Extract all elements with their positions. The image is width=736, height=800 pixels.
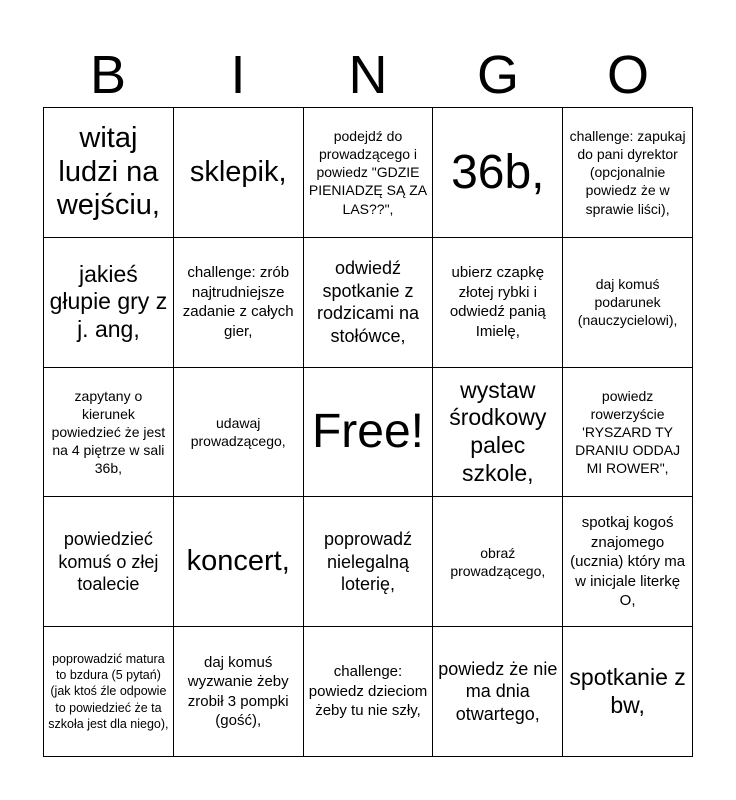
cell-text: 36b, <box>451 145 545 199</box>
bingo-cell[interactable] <box>174 368 304 498</box>
cell-text: obraź prowadzącego, <box>450 544 546 579</box>
bingo-cell[interactable] <box>563 368 693 498</box>
bingo-cell[interactable] <box>174 627 304 757</box>
bingo-cell[interactable] <box>563 238 693 368</box>
bingo-cell[interactable] <box>433 497 563 627</box>
cell-text: powiedz rowerzyście 'RYSZARD TY DRANIU ODDAJ MI ROWER", <box>575 387 681 477</box>
cell-text: poprowadź nielegalną loterię, <box>323 529 413 595</box>
cell-text: ubierz czapkę złotej rybki i odwiedź panią Imielę, <box>449 264 546 340</box>
bingo-cell[interactable] <box>44 497 174 627</box>
cell-text: udawaj prowadzącego, <box>190 414 286 449</box>
bingo-cell[interactable] <box>174 108 304 238</box>
bingo-cell[interactable] <box>433 238 563 368</box>
header-letter-g: G <box>476 45 519 105</box>
bingo-cell[interactable] <box>563 627 693 757</box>
bingo-card <box>43 107 693 757</box>
cell-text: poprowadzić matura to bzdura (5 pytań)(jak ktoś źle odpowie to powiedzieć że ta szkoła jest dla niego), <box>48 651 169 731</box>
cell-text: daj komuś podarunek (nauczycielowi), <box>577 275 678 329</box>
cell-text: podejdź do prowadzącego i powiedz "GDZIE PIENIADZĘ SĄ ZA LAS??", <box>308 127 428 217</box>
bingo-cell[interactable] <box>304 627 434 757</box>
bingo-cell[interactable] <box>44 108 174 238</box>
cell-text: wystaw środkowy palec szkole, <box>449 376 547 486</box>
bingo-cell[interactable] <box>174 497 304 627</box>
header-letter-o: O <box>606 45 649 105</box>
bingo-cell[interactable] <box>563 497 693 627</box>
bingo-header <box>43 42 693 108</box>
bingo-cell[interactable] <box>433 108 563 238</box>
cell-text: challenge: powiedz dzieciom żeby tu nie szły, <box>308 663 428 720</box>
bingo-cell[interactable] <box>174 238 304 368</box>
cell-text: koncert, <box>186 545 290 578</box>
cell-text: challenge: zapukaj do pani dyrektor (opcjonalnie powiedz że w sprawie liści), <box>569 127 686 217</box>
cell-text: jakieś głupie gry z j. ang, <box>49 260 168 342</box>
bingo-cell[interactable] <box>433 627 563 757</box>
cell-text: daj komuś wyzwanie żeby zrobił 3 pompki (gość), <box>187 653 289 730</box>
cell-text: challenge: zrób najtrudniejsze zadanie z całych gier, <box>182 264 294 340</box>
header-letter-i: I <box>230 45 246 105</box>
bingo-cell[interactable] <box>433 368 563 498</box>
cell-text: zapytany o kierunek powiedzieć że jest na 4 piętrze w sali 36b, <box>51 387 166 477</box>
cell-text: powiedz że nie ma dnia otwartego, <box>438 658 558 724</box>
bingo-cell[interactable] <box>44 238 174 368</box>
cell-text: Free! <box>311 405 424 459</box>
cell-text: odwiedź spotkanie z rodzicami na stołówce, <box>316 258 420 346</box>
cell-text: spotkaj kogoś znajomego (ucznia) który ma w inicjale literkę O, <box>570 514 686 610</box>
bingo-cell[interactable] <box>44 627 174 757</box>
bingo-cell[interactable] <box>304 108 434 238</box>
cell-text: witaj ludzi na wejściu, <box>56 122 160 222</box>
cell-text: spotkanie z bw, <box>569 664 686 718</box>
cell-text: sklepik, <box>189 155 287 188</box>
cell-text: powiedzieć komuś o złej toalecie <box>58 529 159 595</box>
bingo-cell[interactable] <box>44 368 174 498</box>
bingo-cell free-space[interactable] <box>304 368 434 498</box>
header-letter-b: B <box>89 45 127 105</box>
bingo-cell[interactable] <box>563 108 693 238</box>
bingo-cell[interactable] <box>304 238 434 368</box>
header-letter-n: N <box>348 45 388 105</box>
bingo-cell[interactable] <box>304 497 434 627</box>
